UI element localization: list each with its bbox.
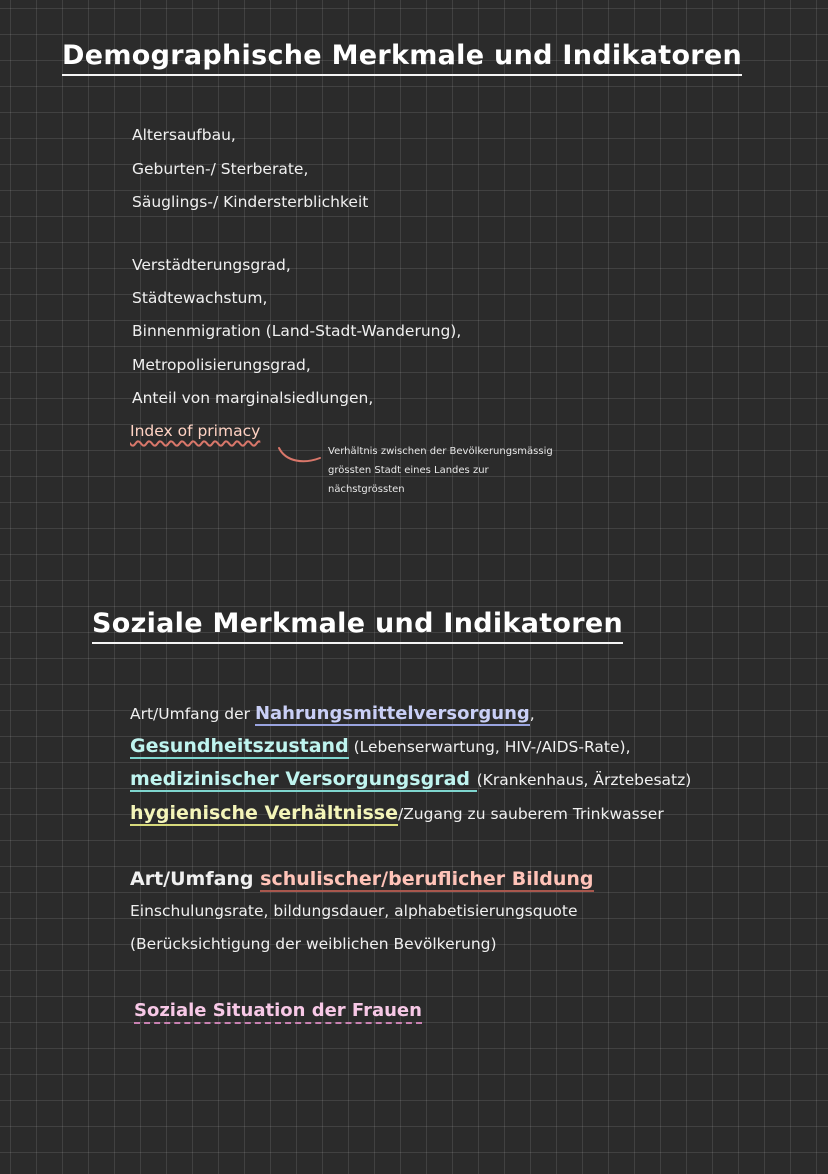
education-detail-line: (Berücksichtigung der weiblichen Bevölkerung)	[130, 935, 497, 953]
primacy-note-line: grössten Stadt eines Landes zur	[328, 465, 489, 476]
demographic-title: Demographische Merkmale und Indikatoren	[62, 40, 742, 76]
primacy-note-line: Verhältnis zwischen der Bevölkerungsmässig	[328, 446, 553, 457]
list-item: Säuglings-/ Kindersterblichkeit	[132, 193, 369, 211]
health-highlight: Gesundheitszustand	[130, 735, 349, 757]
food-highlight: Nahrungsmittelversorgung	[254, 703, 530, 724]
primacy-note-line: nächstgrössten	[328, 484, 405, 495]
health-line	[130, 735, 631, 758]
list-item: Verstädterungsgrad,	[132, 256, 291, 274]
medical-suffix: (Krankenhaus, Ärztebesatz)	[476, 771, 692, 789]
list-item: Geburten-/ Sterberate,	[132, 160, 309, 178]
food-prefix: Art/Umfang der	[130, 705, 255, 723]
list-item: Anteil von marginalsiedlungen,	[132, 389, 374, 407]
hygiene-suffix: /Zugang zu sauberem Trinkwasser	[397, 805, 664, 823]
women-situation: Soziale Situation der Frauen	[134, 1000, 422, 1024]
list-item: Städtewachstum,	[132, 289, 268, 307]
food-suffix: ,	[529, 705, 535, 723]
index-of-primacy-term: Index of primacy	[130, 422, 261, 440]
education-highlight: schulischer/beruflicher Bildung	[260, 868, 594, 890]
education-line	[130, 868, 594, 890]
health-suffix: (Lebenserwartung, HIV-/AIDS-Rate),	[348, 738, 631, 756]
social-title: Soziale Merkmale und Indikatoren	[92, 608, 623, 644]
list-item: Altersaufbau,	[132, 126, 236, 144]
education-detail-line: Einschulungsrate, bildungsdauer, alphabetisierungsquote	[130, 902, 578, 920]
hygiene-highlight: hygienische Verhältnisse	[130, 802, 398, 824]
arrow-curve-icon	[276, 444, 324, 466]
list-item: Metropolisierungsgrad,	[132, 356, 311, 374]
medical-line	[130, 768, 691, 791]
food-line	[130, 703, 535, 725]
list-item: Binnenmigration (Land-Stadt-Wanderung),	[132, 322, 462, 340]
medical-highlight: medizinischer Versorgungsgrad	[130, 768, 477, 790]
education-prefix: Art/Umfang	[130, 868, 261, 890]
hygiene-line	[130, 802, 664, 825]
